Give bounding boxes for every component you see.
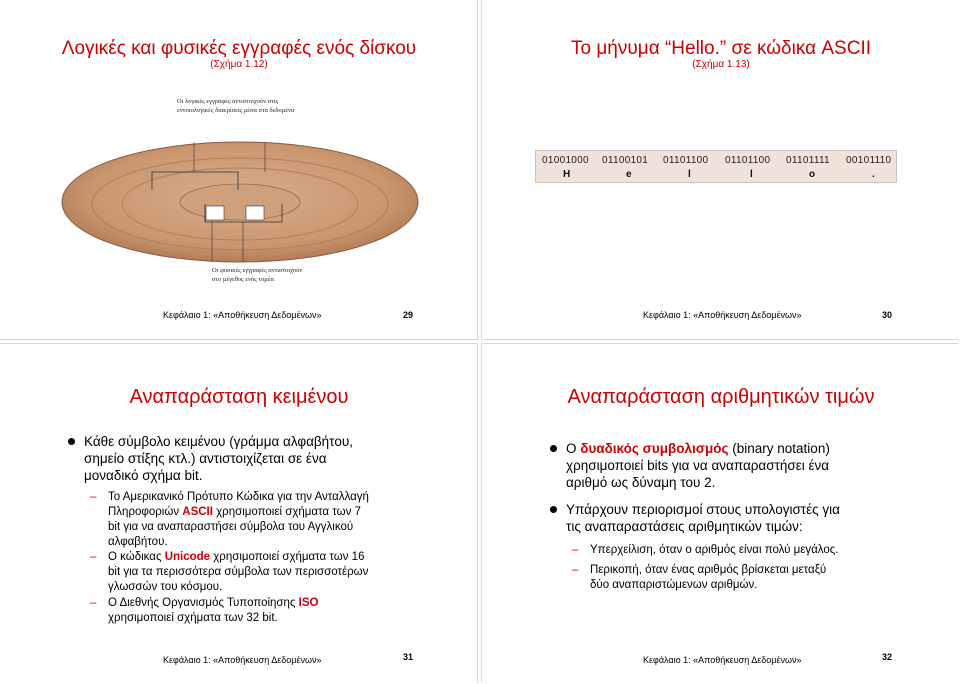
unicode-term: Unicode [164,551,211,563]
ascii-binary-cell: 01101100 [725,155,771,166]
slide-title: Αναπαράσταση κειμένου [129,386,349,408]
sub-bullet-truncation: – Περικοπή, όταν ένας αριθμός βρίσκεται μεταξύ δύο αναπαριστώμενων αριθμών. [572,564,827,591]
page-number: 29 [403,310,414,320]
slide-footer: Κεφάλαιο 1: «Αποθήκευση Δεδομένων» [163,655,322,665]
ascii-char-cell: H [563,169,571,180]
sub-bullet-unicode: – Ο κώδικας Unicode χρησιμοποιεί σχήματα των 16 bit για τα περισσότερα σύμβολα των περισσοτέρων γλωσσών του κόσμου. [90,551,369,593]
slide-title: Λογικές και φυσικές εγγραφές ενός δίσκου [61,38,417,59]
sub-bullet-ascii: – Το Αμερικανικό Πρότυπο Κώδικα για την Ανταλλαγή Πληροφοριών ASCII χρησιμοποιεί σχήματα των 7 bit για να αναπαραστήσει σύμβολα του Αγγλικού αλφαβήτου. [90,491,369,548]
logical-records-note: Οι λογικές εγγραφές αντιστοιχούν στις εννοιολογικές διακρίσεις μέσα στα δεδομένα [177,98,295,114]
binary-notation-term: δυαδικός συμβολισμός [580,441,729,456]
iso-term: ISO [298,597,319,609]
sub-bullet-overflow: – Υπερχείλιση, όταν ο αριθμός είναι πολύ μεγάλος. [572,544,839,556]
page-number: 31 [403,652,414,662]
slide-subtitle: (Σχήμα 1.13) [692,59,750,70]
ascii-table [535,150,897,183]
bullet-dot [550,445,557,452]
physical-records-note: Οι φυσικές εγγραφές αντιστοιχούν στο μέγεθος ενός τομέα [212,267,303,283]
slide-footer: Κεφάλαιο 1: «Αποθήκευση Δεδομένων» [643,310,802,320]
ascii-char-cell: . [872,169,875,180]
slide-29 [0,0,478,340]
slide-title: Το μήνυμα “Hello.” σε κώδικα ASCII [570,38,872,59]
slide-32 [481,343,959,683]
bullet-dot [68,438,75,445]
bullet-text-symbols: Κάθε σύμβολο κειμένου (γράμμα αλφαβήτου, σημείο στίξης κτλ.) αντιστοιχίζεται σε ένα μοναδικό σχήμα bit. [84,433,464,484]
ascii-binary-cell: 01101111 [786,155,830,166]
bullet-binary-notation: Ο δυαδικός συμβολισμός (binary notation) χρησιμοποιεί bits για να αναπαραστήσει ένα αριθμό ως δύναμη του 2. [566,440,946,491]
ascii-char-cell: l [750,169,753,180]
bullet-dot [550,506,557,513]
ascii-char-cell: l [688,169,691,180]
page-number: 32 [882,652,893,662]
ascii-binary-cell: 00101110 [846,155,892,166]
slide-title: Αναπαράσταση αριθμητικών τιμών [567,386,875,408]
ascii-binary-cell: 01001000 [542,155,589,166]
page-number: 30 [882,310,893,320]
ascii-term: ASCII [182,506,213,518]
ascii-binary-cell: 01100101 [602,155,649,166]
bullet-limitations: Υπάρχουν περιορισμοί στους υπολογιστές για τις αναπαραστάσεις αριθμητικών τιμών: [566,501,946,535]
slide-subtitle: (Σχήμα 1.12) [210,59,268,70]
ascii-binary-cell: 01101100 [663,155,709,166]
ascii-char-cell: o [809,169,816,180]
slide-31 [0,343,478,683]
ascii-char-cell: e [626,169,632,180]
slide-footer: Κεφάλαιο 1: «Αποθήκευση Δεδομένων» [163,310,322,320]
sub-bullet-iso: – Ο Διεθνής Οργανισμός Τυποποίησης ISO χρησιμοποιεί σχήματα των 32 bit. [90,597,319,624]
slide-footer: Κεφάλαιο 1: «Αποθήκευση Δεδομένων» [643,655,802,665]
